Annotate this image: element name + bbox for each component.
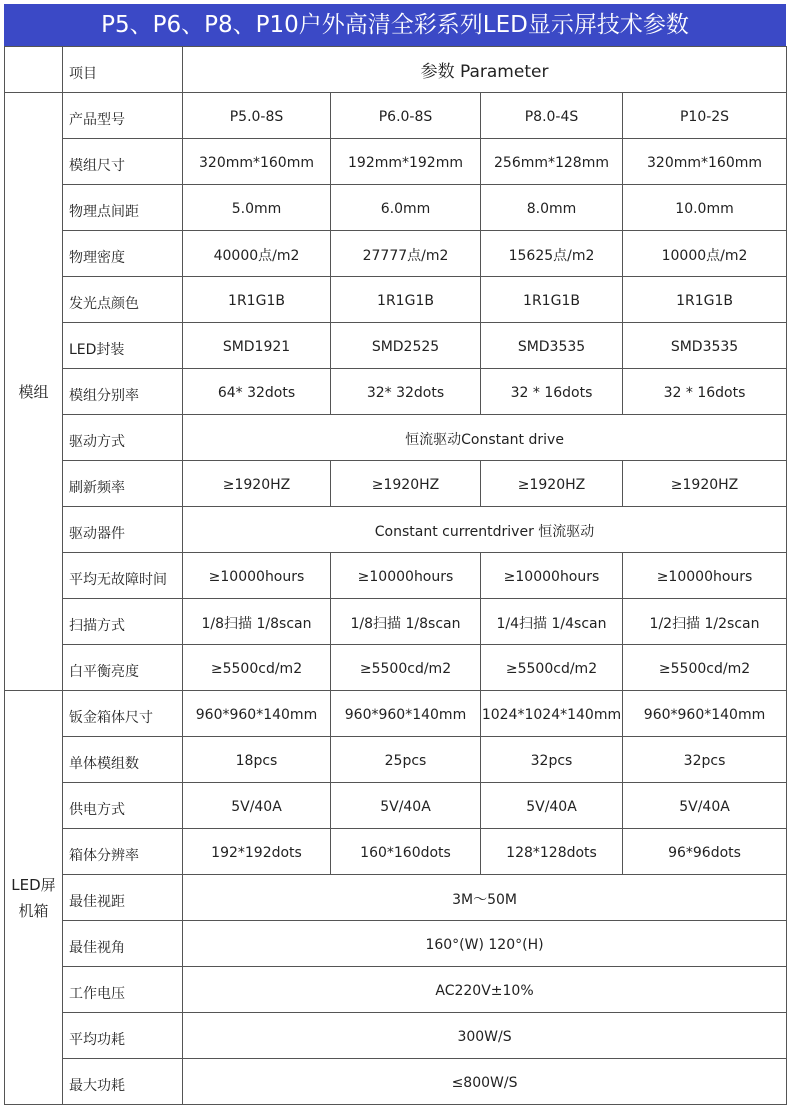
row-label: LED封装 [63, 323, 183, 369]
row-label: 物理密度 [63, 231, 183, 277]
table-row [5, 323, 787, 369]
table-row [5, 691, 787, 737]
spec-table [4, 46, 787, 1105]
table-row [5, 231, 787, 277]
row-label: 最佳视角 [63, 921, 183, 967]
row-value: 10000点/m2 [623, 231, 787, 277]
row-label: 模组尺寸 [63, 139, 183, 185]
row-value: 10.0mm [623, 185, 787, 231]
row-value: 192mm*192mm [331, 139, 481, 185]
group-cabinet [5, 691, 63, 1105]
table-row [5, 139, 787, 185]
row-value: 1R1G1B [481, 277, 623, 323]
row-value: P10-2S [623, 93, 787, 139]
row-value: 1/8扫描 1/8scan [183, 599, 331, 645]
table-row [5, 93, 787, 139]
table-row [5, 1013, 787, 1059]
row-value: 128*128dots [481, 829, 623, 875]
row-value: 960*960*140mm [183, 691, 331, 737]
row-label: 工作电压 [63, 967, 183, 1013]
table-row [5, 783, 787, 829]
table-row [5, 875, 787, 921]
row-value: 1R1G1B [623, 277, 787, 323]
row-value: 64* 32dots [183, 369, 331, 415]
table-row [5, 369, 787, 415]
row-label: 最大功耗 [63, 1059, 183, 1105]
table-row [5, 507, 787, 553]
row-value: 32pcs [623, 737, 787, 783]
row-label: 平均功耗 [63, 1013, 183, 1059]
row-value: 320mm*160mm [183, 139, 331, 185]
row-label: 物理点间距 [63, 185, 183, 231]
group-cell-blank [5, 47, 63, 93]
row-merged-value: 3M～50M [183, 875, 787, 921]
row-merged-value: 160°(W) 120°(H) [183, 921, 787, 967]
row-value: ≥5500cd/m2 [623, 645, 787, 691]
row-value: SMD1921 [183, 323, 331, 369]
row-label: 刷新频率 [63, 461, 183, 507]
row-value: 1024*1024*140mm [481, 691, 623, 737]
row-value: 8.0mm [481, 185, 623, 231]
row-value: 5V/40A [183, 783, 331, 829]
row-value: 5.0mm [183, 185, 331, 231]
row-label: 供电方式 [63, 783, 183, 829]
row-value: 160*160dots [331, 829, 481, 875]
row-value: 18pcs [183, 737, 331, 783]
row-value: ≥1920HZ [183, 461, 331, 507]
table-row [5, 921, 787, 967]
row-value: 256mm*128mm [481, 139, 623, 185]
row-value: 5V/40A [331, 783, 481, 829]
row-label: 产品型号 [63, 93, 183, 139]
row-merged-value: 300W/S [183, 1013, 787, 1059]
table-row [5, 967, 787, 1013]
row-value: ≥10000hours [183, 553, 331, 599]
row-value: 15625点/m2 [481, 231, 623, 277]
row-value: SMD3535 [623, 323, 787, 369]
group-module-label: 模组 [18, 382, 49, 401]
row-value: SMD2525 [331, 323, 481, 369]
row-merged-value: AC220V±10% [183, 967, 787, 1013]
row-label: 模组分别率 [63, 369, 183, 415]
row-value: ≥5500cd/m2 [331, 645, 481, 691]
row-label: 扫描方式 [63, 599, 183, 645]
row-value: 5V/40A [623, 783, 787, 829]
row-value: P6.0-8S [331, 93, 481, 139]
row-value: 960*960*140mm [623, 691, 787, 737]
table-row [5, 737, 787, 783]
row-value: P8.0-4S [481, 93, 623, 139]
row-label: 最佳视距 [63, 875, 183, 921]
row-value: 320mm*160mm [623, 139, 787, 185]
row-label: 白平衡亮度 [63, 645, 183, 691]
table-row [5, 277, 787, 323]
row-value: P5.0-8S [183, 93, 331, 139]
row-value: ≥5500cd/m2 [481, 645, 623, 691]
row-value: 960*960*140mm [331, 691, 481, 737]
header-param: 参数 Parameter [183, 47, 787, 93]
table-row [5, 829, 787, 875]
group-cabinet-label-1: LED屏 [11, 875, 56, 894]
row-label: 箱体分辨率 [63, 829, 183, 875]
row-value: 1/2扫描 1/2scan [623, 599, 787, 645]
row-value: 1R1G1B [331, 277, 481, 323]
table-row [5, 461, 787, 507]
row-value: ≥10000hours [481, 553, 623, 599]
row-value: 32* 32dots [331, 369, 481, 415]
row-merged-value: ≤800W/S [183, 1059, 787, 1105]
row-value: ≥1920HZ [481, 461, 623, 507]
row-value: 25pcs [331, 737, 481, 783]
header-label: 项目 [63, 47, 183, 93]
row-value: 27777点/m2 [331, 231, 481, 277]
row-merged-value: 恒流驱动Constant drive [183, 415, 787, 461]
row-value: 5V/40A [481, 783, 623, 829]
row-label: 发光点颜色 [63, 277, 183, 323]
row-label: 驱动器件 [63, 507, 183, 553]
row-label: 单体模组数 [63, 737, 183, 783]
table-row [5, 1059, 787, 1105]
row-value: 192*192dots [183, 829, 331, 875]
table-row [5, 599, 787, 645]
page-title: P5、P6、P8、P10户外高清全彩系列LED显示屏技术参数 [4, 4, 786, 46]
row-value: 6.0mm [331, 185, 481, 231]
table-header-row [5, 47, 787, 93]
table-row [5, 645, 787, 691]
row-value: ≥1920HZ [331, 461, 481, 507]
row-value: 96*96dots [623, 829, 787, 875]
row-value: 1R1G1B [183, 277, 331, 323]
table-row [5, 185, 787, 231]
row-value: ≥10000hours [623, 553, 787, 599]
row-value: ≥5500cd/m2 [183, 645, 331, 691]
row-label: 驱动方式 [63, 415, 183, 461]
table-row [5, 553, 787, 599]
row-value: 32 * 16dots [481, 369, 623, 415]
row-value: 32pcs [481, 737, 623, 783]
group-cabinet-label-2: 机箱 [18, 901, 49, 920]
row-value: 1/8扫描 1/8scan [331, 599, 481, 645]
row-merged-value: Constant currentdriver 恒流驱动 [183, 507, 787, 553]
row-value: ≥10000hours [331, 553, 481, 599]
row-value: 32 * 16dots [623, 369, 787, 415]
row-value: ≥1920HZ [623, 461, 787, 507]
row-value: 40000点/m2 [183, 231, 331, 277]
group-module [5, 93, 63, 691]
table-row [5, 415, 787, 461]
row-label: 钣金箱体尺寸 [63, 691, 183, 737]
row-value: SMD3535 [481, 323, 623, 369]
row-label: 平均无故障时间 [63, 553, 183, 599]
row-value: 1/4扫描 1/4scan [481, 599, 623, 645]
